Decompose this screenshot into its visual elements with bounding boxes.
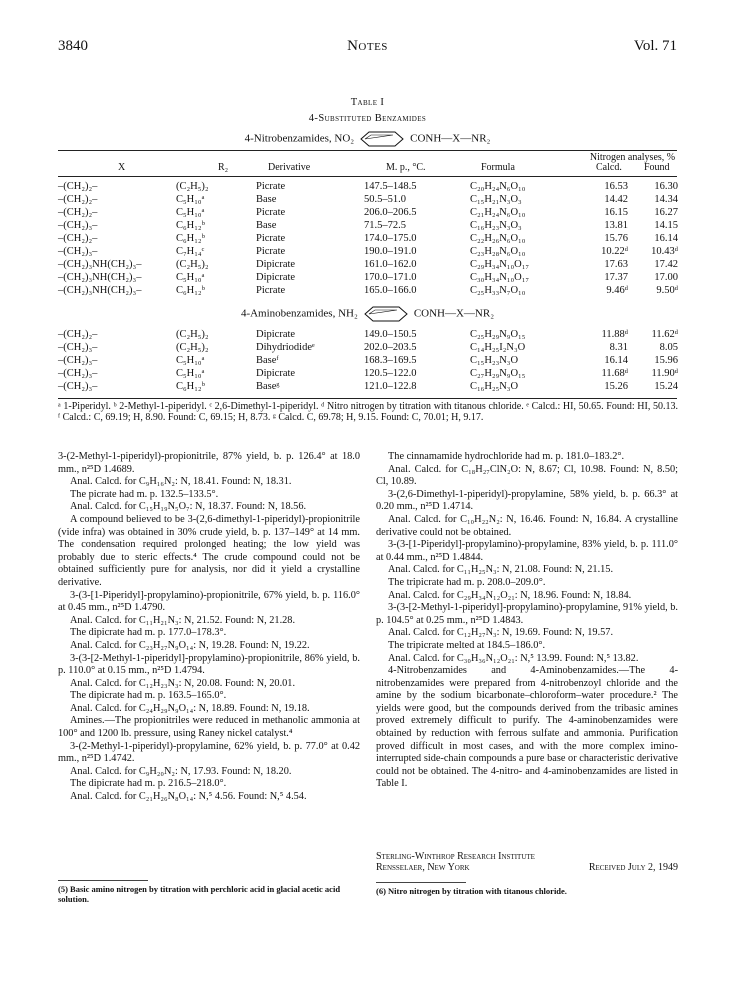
paragraph: The tripicrate melted at 184.5–186.0°.	[388, 639, 546, 651]
cell-derivative: Dipicrate	[256, 259, 296, 270]
paragraph: Anal. Calcd. for C₁₀H₂₂N₂: N, 16.46. Found: N, 16.84. A crystalline derivative could not be obtained.	[376, 513, 678, 538]
paragraph: 4-Nitrobenzamides and 4-Aminobenzamides.—The 4-nitrobenzamides were prepared from 4-nitrobenzoyl chloride and the amine by the sodium bicarbonate–chloroform–water procedure.² The yields were good, but the compounds derived from the tribasic amines proved extremely difficult to purify. The 4-aminobenzamides were obtained by reduction with ferrous sulfate and ammonia. Purification proved difficult in most cases, and with the more complex imino-interrupted side-chain compounds a pure base or characteristic derivative could not be obtained. The 4-nitro- and 4-aminobenzamides are listed in Table I.	[376, 665, 678, 790]
cell-mp: 190.0–191.0	[364, 246, 417, 257]
table-row	[58, 271, 678, 284]
cell-calcd: 11.88ᵈ	[601, 329, 628, 340]
cell-formula: C₂₅H₃₃N₇O₁₀	[470, 285, 526, 296]
cell-r2: (C₂H₅)₂	[176, 259, 209, 270]
cell-derivative: Picrate	[256, 207, 286, 218]
paragraph: Anal. Calcd. for C₉H₁₆N₂: N, 18.41. Found: N, 18.31.	[70, 476, 292, 488]
table-row	[58, 354, 678, 367]
paragraph: The dipicrate had m. p. 216.5–218.0°.	[70, 778, 227, 790]
footnote-rule-right	[376, 882, 466, 883]
paragraph: Anal. Calcd. for C₉H₂₀N₂: N, 17.93. Found: N, 18.20.	[70, 765, 292, 777]
cell-r2: (C₂H₅)₂	[176, 181, 209, 192]
paragraph: The picrate had m. p. 132.5–133.5°.	[70, 488, 219, 500]
cell-r2: C₅H₁₀ᵃ	[176, 355, 205, 366]
cell-derivative: Picrate	[256, 233, 286, 244]
cell-calcd: 16.14	[604, 355, 628, 366]
cell-derivative: Baseᶠ	[256, 355, 279, 366]
cell-mp: 170.0–171.0	[364, 272, 417, 283]
cell-found: 14.34	[654, 194, 678, 205]
paragraph: Anal. Calcd. for C₁₂H₂₇N₃: N, 19.69. Found: N, 19.57.	[388, 627, 614, 639]
paragraph: 3-(2,6-Dimethyl-1-piperidyl)-propylamine, 58% yield, b. p. 66.3° at 0.20 mm., n²⁵D 1.4714.	[376, 488, 678, 513]
cell-formula: C₁₅H₂₃N₃O	[470, 355, 519, 366]
left-column	[58, 451, 360, 804]
paragraph: The cinnamamide hydrochloride had m. p. 181.0–183.2°.	[388, 451, 625, 462]
paragraph: Anal. Calcd. for C₁₈H₂₇ClN₂O: N, 8.67; Cl, 10.98. Found: N, 8.50; Cl, 10.89.	[376, 463, 678, 488]
cell-r2: C₆H₁₂ᵇ	[176, 381, 205, 392]
cell-calcd: 9.46ᵈ	[606, 285, 628, 296]
col-header-mp: M. p., °C.	[386, 162, 426, 173]
section2-prefix: 4-Aminobenzamides, NH₂	[240, 307, 358, 320]
cell-r2: (C₂H₅)₂	[176, 342, 209, 353]
cell-mp: 147.5–148.5	[364, 181, 417, 192]
cell-r2: C₇H₁₄ᶜ	[176, 246, 205, 257]
cell-calcd: 15.76	[604, 233, 628, 244]
paragraph: Anal. Calcd. for C₂₄H₂₉N₉O₁₄: N, 18.89. Found: N, 19.18.	[70, 702, 310, 714]
cell-derivative: Picrate	[256, 181, 286, 192]
cell-r2: C₅H₁₀ᵃ	[176, 194, 205, 205]
page-number: 3840	[58, 38, 88, 54]
running-header	[58, 38, 677, 58]
cell-r2: (C₂H₅)₂	[176, 329, 209, 340]
cell-found: 15.24	[654, 381, 678, 392]
nitrogen-analyses-header: Nitrogen analyses, %	[589, 152, 676, 163]
cell-r2: C₆H₁₂ᵇ	[176, 233, 205, 244]
cell-derivative: Picrate	[256, 246, 286, 257]
cell-x: –(CH₂)₂–	[58, 194, 98, 205]
paragraph: The dipicrate had m. p. 177.0–178.3°.	[70, 627, 227, 639]
cell-mp: 50.5–51.0	[364, 194, 406, 205]
cell-mp: 168.3–169.5	[364, 355, 417, 366]
paragraph: 3-(2-Methyl-1-piperidyl)-propylamine, 62% yield, b. p. 77.0° at 0.42 mm., n²⁵D 1.4742.	[58, 740, 360, 765]
nitrobenzamide-table	[58, 180, 678, 297]
table-row	[58, 367, 678, 380]
cell-calcd: 17.37	[604, 272, 628, 283]
table-row	[58, 219, 678, 232]
received-date: Received July 2, 1949	[588, 862, 678, 873]
cell-calcd: 8.31	[609, 342, 628, 353]
col-header-found: Found	[644, 162, 670, 173]
col-header-calcd: Calcd.	[596, 162, 622, 173]
cell-calcd: 11.68ᵈ	[601, 368, 628, 379]
paragraph: Anal. Calcd. for C₁₅H₁₉N₅O₇: N, 18.37. Found: N, 18.56.	[70, 501, 307, 513]
cell-formula: C₂₇H₂₉N₉O₁₅	[470, 368, 526, 379]
table-row	[58, 284, 678, 297]
cell-r2: C₅H₁₀ᵃ	[176, 368, 205, 379]
cell-x: –(CH₂)₂–	[58, 329, 98, 340]
cell-calcd: 16.15	[604, 207, 628, 218]
cell-mp: 165.0–166.0	[364, 285, 417, 296]
cell-mp: 121.0–122.8	[364, 381, 417, 392]
cell-calcd: 17.63	[604, 259, 628, 270]
cell-formula: C₂₉H₃₄N₁₀O₁₇	[470, 259, 530, 270]
cell-x: –(CH₂)₃NH(CH₂)₃–	[58, 285, 142, 296]
table-top-rule	[58, 150, 677, 151]
cell-calcd: 13.81	[604, 220, 628, 231]
table-row	[58, 232, 678, 245]
cell-r2: C₆H₁₂ᵇ	[176, 285, 205, 296]
paragraph: Anal. Calcd. for C₃₀H₃₆N₁₂O₂₁: N,⁵ 13.99. Found: N,⁵ 13.82.	[388, 652, 639, 664]
footnote-6: (6) Nitro nitrogen by titration with titanous chloride.	[376, 886, 567, 896]
paragraph: 3-(2-Methyl-1-piperidyl)-propionitrile, 87% yield, b. p. 126.4° at 18.0 mm., n²⁵D 1.4689.	[58, 451, 360, 475]
section2-suffix: CONH—X—NR₂	[413, 307, 495, 320]
cell-derivative: Dipicrate	[256, 272, 296, 283]
paragraph: The dipicrate had m. p. 163.5–165.0°.	[70, 690, 227, 702]
paragraph: 3-(3-[1-Piperidyl]-propylamino)-propionitrile, 67% yield, b. p. 116.0° at 0.45 mm., n²⁵D 1.4790.	[58, 589, 360, 614]
paragraph: Amines.—The propionitriles were reduced in methanolic ammonia at 100° and 1200 lb. pressure, using Raney nickel catalyst.⁴	[58, 715, 360, 740]
cell-found: 14.15	[654, 220, 678, 231]
cell-found: 16.30	[654, 181, 678, 192]
cell-mp: 174.0–175.0	[364, 233, 417, 244]
col-header-r2: R₂	[218, 162, 229, 173]
cell-found: 10.43ᵈ	[651, 246, 678, 257]
section1-heading	[0, 131, 735, 147]
benzene-ring-icon	[359, 306, 413, 322]
benzene-ring-icon	[355, 131, 409, 147]
cell-derivative: Base	[256, 220, 277, 231]
cell-derivative: Picrate	[256, 285, 286, 296]
cell-r2: C₅H₁₀ᵃ	[176, 272, 205, 283]
cell-x: –(CH₂)₂–	[58, 207, 98, 218]
cell-derivative: Dihydriodideᵉ	[256, 342, 315, 353]
cell-r2: C₅H₁₀ᵃ	[176, 207, 205, 218]
paragraph: Anal. Calcd. for C₂₉H₃₄N₁₂O₂₁: N, 18.96. Found: N, 18.84.	[388, 589, 632, 601]
paragraph: Anal. Calcd. for C₂₁H₂₆N₈O₁₄: N,⁵ 4.56. Found: N,⁵ 4.54.	[70, 791, 307, 803]
cell-derivative: Dipicrate	[256, 329, 296, 340]
cell-found: 17.00	[654, 272, 678, 283]
cell-formula: C₃₀H₃₄N₁₀O₁₇	[470, 272, 530, 283]
cell-derivative: Dipicrate	[256, 368, 296, 379]
paragraph: Anal. Calcd. for C₁₁H₂₅N₃: N, 21.08. Found: N, 21.15.	[388, 564, 614, 576]
table-row	[58, 245, 678, 258]
cell-calcd: 10.22ᵈ	[601, 246, 628, 257]
paragraph: The tripicrate had m. p. 208.0–209.0°.	[388, 576, 546, 588]
table-row	[58, 328, 678, 341]
table-title: 4-Substituted Benzamides	[308, 113, 427, 124]
cell-derivative: Base	[256, 194, 277, 205]
section1-prefix: 4-Nitrobenzamides, NO₂	[244, 132, 355, 145]
cell-formula: C₁₅H₂₁N₃O₃	[470, 194, 522, 205]
cell-x: –(CH₂)₃–	[58, 246, 98, 257]
table-row	[58, 193, 678, 206]
cell-found: 17.42	[654, 259, 678, 270]
col-header-x: X	[118, 162, 126, 173]
col-header-formula: Formula	[481, 162, 515, 173]
cell-x: –(CH₂)₂–	[58, 181, 98, 192]
paragraph: A compound believed to be 3-(2,6-dimethyl-1-piperidyl)-propionitrile (vide infra) was obtained in 30% crude yield, b. p. 137–149° at 14 mm. The condensation required prolonged heating; the low yield was probably due to steric effects.⁴ The crude compound could not be obtained sufficiently pure for analysis, nor did it yield a crystalline derivative.	[58, 513, 360, 588]
cell-found: 16.14	[654, 233, 678, 244]
paragraph: Anal. Calcd. for C₁₁H₂₁N₃: N, 21.52. Found: N, 21.28.	[70, 614, 296, 626]
aminobenzamide-table	[58, 328, 678, 393]
signature-block	[376, 851, 678, 875]
table-row	[58, 258, 678, 271]
table-label: Table I	[350, 97, 385, 108]
paragraph: Anal. Calcd. for C₁₂H₂₃N₃: N, 20.08. Found: N, 20.01.	[70, 677, 296, 689]
footnote-rule-left	[58, 880, 148, 881]
cell-x: –(CH₂)₂–	[58, 233, 98, 244]
table-row	[58, 180, 678, 193]
cell-x: –(CH₂)₃–	[58, 355, 98, 366]
table-bottom-rule	[58, 398, 677, 399]
cell-formula: C₁₆H₂₅N₃O	[470, 381, 519, 392]
cell-formula: C₂₀H₂₄N₆O₁₀	[470, 181, 526, 192]
right-column	[376, 451, 678, 791]
cell-r2: C₆H₁₂ᵇ	[176, 220, 205, 231]
cell-mp: 149.0–150.5	[364, 329, 417, 340]
cell-calcd: 16.53	[604, 181, 628, 192]
paragraph: 3-(3-[2-Methyl-1-piperidyl]-propylamino)-propylamine, 91% yield, b. p. 104.5° at 0.25 mm., n²⁵D 1.4843.	[376, 602, 678, 626]
cell-x: –(CH₂)₃–	[58, 220, 98, 231]
cell-mp: 206.0–206.5	[364, 207, 417, 218]
table-row	[58, 380, 678, 393]
cell-calcd: 15.26	[604, 381, 628, 392]
cell-mp: 161.0–162.0	[364, 259, 417, 270]
paragraph: 3-(3-[1-Piperidyl]-propylamino)-propylamine, 83% yield, b. p. 111.0° at 0.44 mm., n²⁵D 1.4844.	[376, 539, 678, 563]
cell-x: –(CH₂)₃–	[58, 381, 98, 392]
cell-found: 8.05	[659, 342, 678, 353]
cell-formula: C₁₄H₂₅I₂N₃O	[470, 342, 526, 353]
volume-label: Vol. 71	[633, 38, 677, 54]
cell-x: –(CH₂)₃–	[58, 368, 98, 379]
cell-found: 11.62ᵈ	[651, 329, 678, 340]
table-row	[58, 341, 678, 354]
cell-formula: C₂₁H₂₄N₆O₁₀	[470, 207, 526, 218]
section2-heading	[0, 306, 735, 322]
cell-found: 15.96	[654, 355, 678, 366]
header-rule	[58, 176, 677, 177]
cell-x: –(CH₂)₃NH(CH₂)₃–	[58, 259, 142, 270]
cell-found: 9.50ᵈ	[656, 285, 678, 296]
cell-formula: C₂₂H₂₆N₆O₁₀	[470, 233, 526, 244]
cell-found: 11.90ᵈ	[651, 368, 678, 379]
cell-formula: C₂₃H₂₈N₆O₁₀	[470, 246, 526, 257]
cell-mp: 71.5–72.5	[364, 220, 406, 231]
col-header-derivative: Derivative	[268, 162, 311, 173]
cell-mp: 202.0–203.5	[364, 342, 417, 353]
footnote-5: (5) Basic amino nitrogen by titration with perchloric acid in glacial acetic acid solution.	[58, 884, 341, 904]
paragraph: 3-(3-[2-Methyl-1-piperidyl]-propylamino)-propionitrile, 86% yield, b. p. 110.0° at 0.15 mm., n²⁵D 1.4794.	[58, 652, 360, 677]
cell-x: –(CH₂)₃–	[58, 342, 98, 353]
section-title: Notes	[347, 38, 388, 54]
paragraph: Anal. Calcd. for C₂₃H₂₇N₉O₁₄: N, 19.28. Found: N, 19.22.	[70, 639, 310, 651]
cell-formula: C₁₆H₂₃N₃O₃	[470, 220, 522, 231]
table-row	[58, 206, 678, 219]
section1-suffix: CONH—X—NR₂	[410, 132, 491, 145]
cell-formula: C₂₅H₂₉N₉O₁₅	[470, 329, 526, 340]
cell-found: 16.27	[654, 207, 678, 218]
institute-location: Rensselaer, New York	[376, 862, 470, 873]
table-footnotes: ᵃ 1-Piperidyl. ᵇ 2-Methyl-1-piperidyl. ᶜ 2,6-Dimethyl-1-piperidyl. ᵈ Nitro nitrogen by titration with titanous chloride. ᵉ Calcd.: HI, 50.65. Found: HI, 50.13. ᶠ Calcd.: C, 69.19; H, 8.90. Found: C, 69.15; H, 8.73. ᵍ Calcd. C, 69.78; H, 9.15. Found: C, 70.01; H, 9.17.	[58, 401, 678, 423]
cell-calcd: 14.42	[604, 194, 628, 205]
cell-x: –(CH₂)₃NH(CH₂)₃–	[58, 272, 142, 283]
cell-mp: 120.5–122.0	[364, 368, 417, 379]
cell-derivative: Baseᵍ	[256, 381, 280, 392]
institute-name: Sterling-Winthrop Research Institute	[376, 851, 535, 862]
